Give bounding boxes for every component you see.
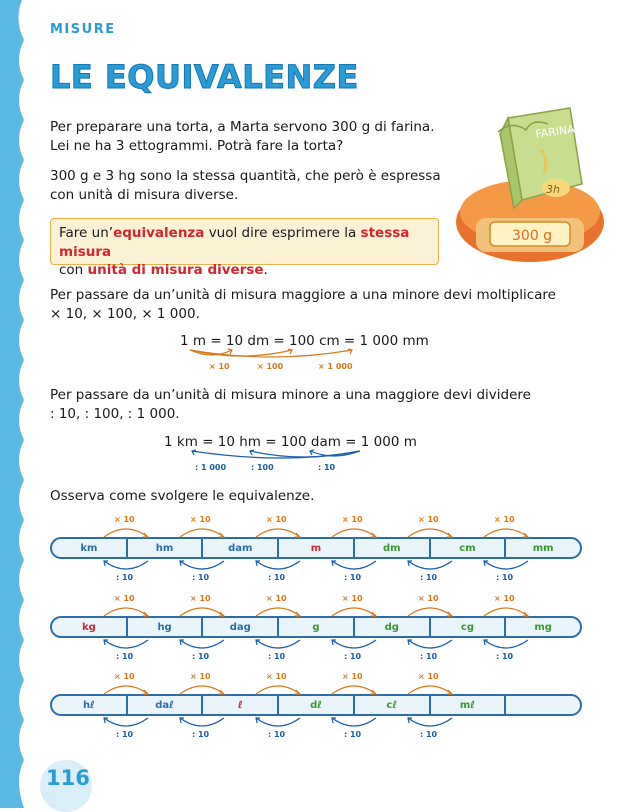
multiply-arc xyxy=(404,523,456,539)
divide-tag: : 10 xyxy=(496,652,514,661)
observe-text: Osserva come svolgere le equivalenze. xyxy=(50,488,315,504)
multiply-tag: × 10 xyxy=(190,672,211,681)
rule-highlight: stessa misura xyxy=(59,225,410,260)
divide-tag: : 10 xyxy=(116,573,134,582)
unit-cell-empty xyxy=(504,696,580,714)
unit-cell-daℓ: daℓ xyxy=(126,696,202,714)
flour-bag-label: FARINA xyxy=(534,122,576,141)
multiply-tag: × 10 xyxy=(494,594,515,603)
divide-text xyxy=(50,386,531,424)
divide-tag: : 10 xyxy=(116,652,134,661)
multiply-tag: × 10 xyxy=(266,672,287,681)
unit-cell-hm: hm xyxy=(126,539,202,557)
op-divide-1000: : 1 000 xyxy=(195,463,227,472)
multiply-tag: × 10 xyxy=(342,672,363,681)
divide-tag: : 10 xyxy=(420,730,438,739)
intro-line-4: con unità di misura diverse. xyxy=(50,187,239,203)
multiply-tag: × 10 xyxy=(266,515,287,524)
multiply-line-1: Per passare da un’unità di misura maggiore a una minore devi moltiplicare xyxy=(50,287,556,303)
unit-cell-ℓ: ℓ xyxy=(201,696,277,714)
divide-tag: : 10 xyxy=(420,573,438,582)
multiply-arc xyxy=(252,602,304,618)
divide-tag: : 10 xyxy=(344,573,362,582)
multiply-tag: × 10 xyxy=(418,515,439,524)
multiply-tag: × 10 xyxy=(114,515,135,524)
multiply-arc xyxy=(252,523,304,539)
scale-display: 300 g xyxy=(512,228,553,244)
flour-bag-weight: 3h xyxy=(546,183,560,196)
multiply-arc xyxy=(328,680,380,696)
definition-box xyxy=(50,218,439,278)
multiply-arc xyxy=(176,680,228,696)
multiply-arc xyxy=(404,602,456,618)
unit-cell-mg: mg xyxy=(504,618,580,636)
intro-line-2: Lei ne ha 3 ettogrammi. Potrà fare la torta? xyxy=(50,138,344,154)
op-multiply-10: × 10 xyxy=(209,362,230,371)
unit-ruler-2 xyxy=(50,616,582,638)
multiply-equation: 1 m = 10 dm = 100 cm = 1 000 mm xyxy=(180,333,429,349)
flour-scale-illustration xyxy=(452,100,612,272)
multiply-tag: × 10 xyxy=(342,515,363,524)
rule-highlight: unità di misura diverse xyxy=(87,262,264,278)
unit-cell-dm: dm xyxy=(353,539,429,557)
unit-cell-dg: dg xyxy=(353,618,429,636)
unit-ruler-3 xyxy=(50,694,582,716)
unit-cell-hℓ: hℓ xyxy=(82,699,95,711)
divide-tag: : 10 xyxy=(268,730,286,739)
rule-highlight: equivalenza xyxy=(113,225,205,241)
page-title: LE EQUIVALENZE xyxy=(50,58,359,96)
multiply-arc xyxy=(480,602,532,618)
unit-cell-cm: cm xyxy=(429,539,505,557)
multiply-arc xyxy=(176,602,228,618)
multiply-line-2: × 10, × 100, × 1 000. xyxy=(50,306,200,322)
unit-cell-m: m xyxy=(277,539,353,557)
section-label: MISURE xyxy=(50,22,116,37)
multiply-arc xyxy=(328,602,380,618)
divide-tag: : 10 xyxy=(344,730,362,739)
divide-tag: : 10 xyxy=(192,652,210,661)
multiply-tag: × 10 xyxy=(114,594,135,603)
rule-text: . xyxy=(263,262,268,278)
page-number: 116 xyxy=(46,766,90,790)
multiply-arc xyxy=(328,523,380,539)
multiply-arc xyxy=(100,523,152,539)
divide-tag: : 10 xyxy=(496,573,514,582)
intro-text xyxy=(50,118,435,156)
multiply-arc xyxy=(480,523,532,539)
multiply-arc xyxy=(176,523,228,539)
divide-tag: : 10 xyxy=(268,652,286,661)
multiply-arc xyxy=(252,680,304,696)
unit-cell-km: km xyxy=(80,542,98,554)
multiply-tag: × 10 xyxy=(342,594,363,603)
rule-text: con xyxy=(59,262,88,278)
divide-line-1: Per passare da un’unità di misura minore a una maggiore devi dividere xyxy=(50,387,531,403)
unit-cell-hg: hg xyxy=(126,618,202,636)
op-multiply-1000: × 1 000 xyxy=(318,362,353,371)
multiply-arrows xyxy=(180,346,410,362)
multiply-arc xyxy=(100,602,152,618)
multiply-tag: × 10 xyxy=(190,594,211,603)
unit-cell-kg: kg xyxy=(81,621,96,633)
multiply-arc xyxy=(404,680,456,696)
unit-cell-dℓ: dℓ xyxy=(277,696,353,714)
multiply-tag: × 10 xyxy=(114,672,135,681)
divide-tag: : 10 xyxy=(420,652,438,661)
unit-cell-mℓ: mℓ xyxy=(429,696,505,714)
multiply-tag: × 10 xyxy=(266,594,287,603)
rule-text: vuol dire esprimere la xyxy=(204,225,361,241)
divide-tag: : 10 xyxy=(192,730,210,739)
op-divide-100: : 100 xyxy=(251,463,274,472)
multiply-tag: × 10 xyxy=(494,515,515,524)
divide-tag: : 10 xyxy=(116,730,134,739)
intro-line-3: 300 g e 3 hg sono la stessa quantità, che però è espressa xyxy=(50,168,441,184)
unit-cell-dag: dag xyxy=(201,618,277,636)
divide-arrows xyxy=(164,447,394,463)
intro-explanation xyxy=(50,167,441,205)
divide-equation: 1 km = 10 hm = 100 dam = 1 000 m xyxy=(164,434,417,450)
multiply-text xyxy=(50,286,556,324)
multiply-arc xyxy=(100,680,152,696)
divide-tag: : 10 xyxy=(192,573,210,582)
op-divide-10: : 10 xyxy=(318,463,336,472)
op-multiply-100: × 100 xyxy=(257,362,284,371)
unit-cell-cg: cg xyxy=(429,618,505,636)
divide-tag: : 10 xyxy=(268,573,286,582)
rule-text: Fare un’ xyxy=(59,225,114,241)
multiply-tag: × 10 xyxy=(418,594,439,603)
wavy-page-edge xyxy=(0,0,46,808)
unit-cell-g: g xyxy=(277,618,353,636)
unit-ruler-1 xyxy=(50,537,582,559)
unit-cell-mm: mm xyxy=(504,539,580,557)
intro-line-1: Per preparare una torta, a Marta servono 300 g di farina. xyxy=(50,119,435,135)
unit-cell-cℓ: cℓ xyxy=(353,696,429,714)
divide-tag: : 10 xyxy=(344,652,362,661)
multiply-tag: × 10 xyxy=(418,672,439,681)
multiply-tag: × 10 xyxy=(190,515,211,524)
divide-line-2: : 10, : 100, : 1 000. xyxy=(50,406,180,422)
unit-cell-dam: dam xyxy=(201,539,277,557)
